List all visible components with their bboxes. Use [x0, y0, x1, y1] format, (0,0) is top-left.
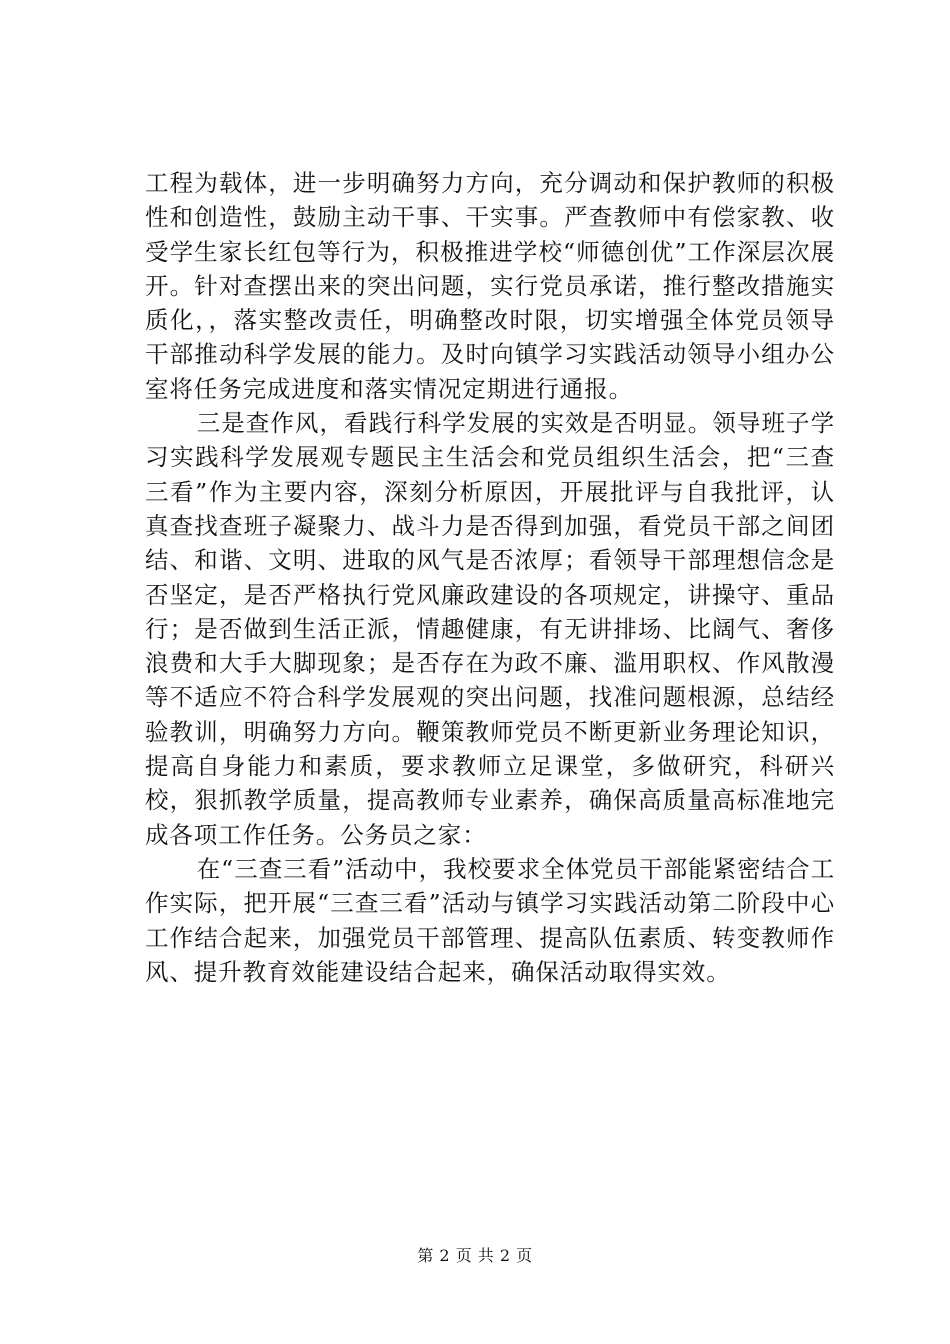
paragraph-work-style: 三是查作风，看践行科学发展的实效是否明显。领导班子学习实践科学发展观专题民主生活会和党员组织生活会，把“三查三看”作为主要内容，深刻分析原因，开展批评与自我批评，认真查找查班子凝聚力、战斗力是否得到加强，看党员干部之间团结、和谐、文明、进取的风气是否浓厚；看领导干部理想信念是否坚定，是否严格执行党风廉政建设的各项规定，讲操守、重品行；是否做到生活正派，情趣健康，有无讲排场、比阔气、奢侈浪费和大手大脚现象；是否存在为政不廉、滥用职权、作风散漫等不适应不符合科学发展观的突出问题，找准问题根源，总结经验教训，明确努力方向。鞭策教师党员不断更新业务理论知识，提高自身能力和素质，要求教师立足课堂，多做研究，科研兴校，狠抓教学质量，提高教师专业素养，确保高质量高标准地完成各项工作任务。公务员之家：: [145, 409, 835, 849]
document-body: [145, 166, 835, 989]
paragraph-continuation: 工程为载体，进一步明确努力方向，充分调动和保护教师的积极性和创造性，鼓励主动干事、干实事。严查教师中有偿家教、收受学生家长红包等行为，积极推进学校“师德创优”工作深层次展开。针对查摆出来的突出问题，实行党员承诺，推行整改措施实质化，，落实整改责任，明确整改时限，切实增强全体党员领导干部推动科学发展的能力。及时向镇学习实践活动领导小组办公室将任务完成进度和落实情况定期进行通报。: [145, 169, 835, 403]
page-footer: 第 2 页 共 2 页: [417, 1246, 533, 1265]
paragraph-conclusion: 在“三查三看”活动中，我校要求全体党员干部能紧密结合工作实际，把开展“三查三看”活动与镇学习实践活动第二阶段中心工作结合起来，加强党员干部管理、提高队伍素质、转变教师作风、提升教育效能建设结合起来，确保活动取得实效。: [145, 854, 835, 986]
